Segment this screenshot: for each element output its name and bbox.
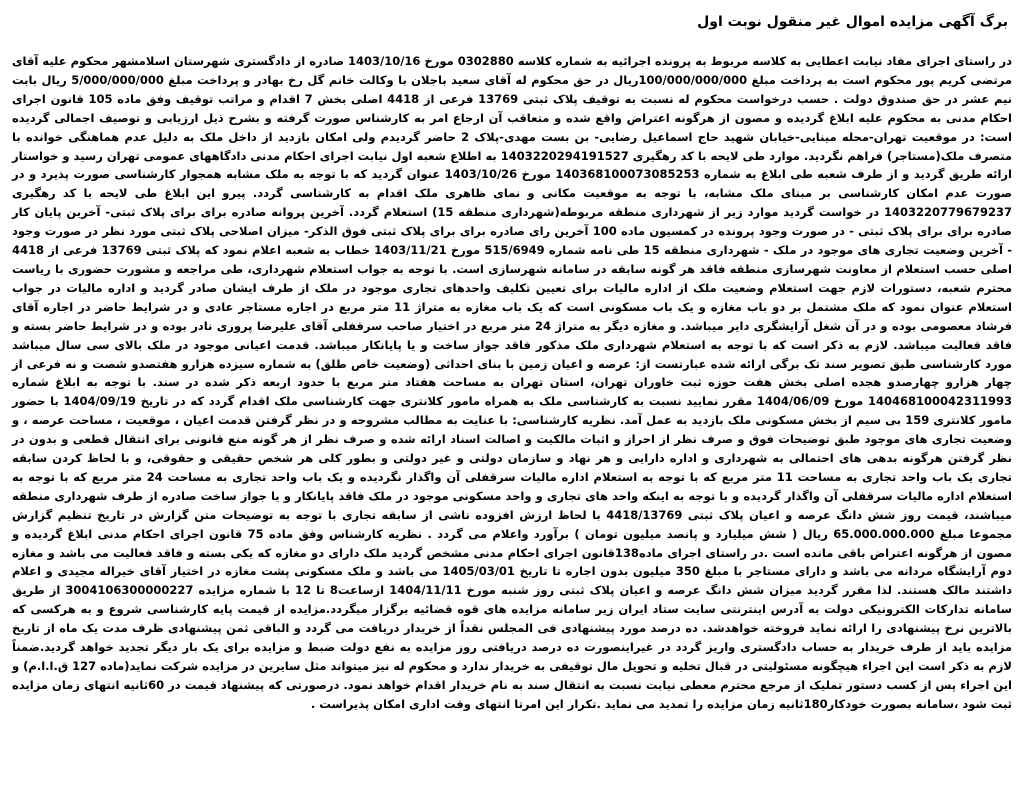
notice-title: برگ آگهی مزایده اموال غیر منقول نوبت اول [697, 14, 1008, 30]
notice-body: در راستای اجرای مفاد نیابت اعطایی به کلاسه مربوط به پرونده اجرائیه به شماره کلاسه 0302880 مورخ 1403/10/16 صادره از دادگستری شهرستان اسلامشهر محکوم علیه آقای مرتضی کریم پور محکوم است به پرداخت مبلغ 100/000/000/000ریال در حق محکوم له آقای سعید باجلان با وکالت خانم گل رخ بهادر و پرداخت مبلغ 5/000/000/000 ریال بابت نیم عشر در حق صندوق دولت . حسب درخواست محکوم له نسبت به توقیف پلاک ثبتی 13769 فرعی از 4418 اصلی بخش 7 اقدام و مراتب توقیف وفق ماده 105 قانون اجرای احکام مدنی به محکوم علیه ابلاغ گردیده و مصون از هرگونه اعتراض واقع شده و متعاقب آن ارجاع امر به کارشناس صورت گرفته و بشرح ذیل ارزیابی و توصیف اجمالی گردیده است: در موقعیت تهران-محله مینایی-خیابان شهید حاج اسماعیل رضایی- بن بست مهدی-پلاک 2 حاضر گردیدم ولی امکان بازدید از داخل ملک به دلیل عدم هماهنگی خوانده با متصرف ملک(مستاجر) فراهم نگردید. موارد طی لایحه با کد رهگیری 1403220294191527 به اطلاع شعبه اول نیابت اجرای احکام مدنی دادگاههای عمومی تهران رسید و خواستار ارائه طریق گردید و از طرف شعبه طی ابلاغ به شماره 140368100073085253 مورخ 1403/10/26 عنوان گردید که با توجه به ملک مشابه همجوار کارشناسی صورت پذیرد و در صورت عدم امکان کارشناسی بر مبنای ملک مشابه، با توجه به موقعیت مکانی و نمای ظاهری ملک اقدام به کارشناسی گردد. پیرو این ابلاغ طی لایحه با کد رهگیری 1403220779679237 در خواست گردید موارد زیر از شهرداری منطقه مربوطه(شهرداری منطقه 15) استعلام گردد. آخرین پروانه صادره برای برای پلاک ثبتی- آخرین پایان کار صادره برای برای پلاک ثبتی - در صورت وجود پرونده در کمسیون ماده 100 آخرین رای صادره برای برای پلاک ثبتی فوق الذکر- میزان اصلاحی پلاک ثبتی مورد نظر در صورت وجود - آخرین وضعیت تجاری های موجود در ملک - شهرداری منطقه 15 طی نامه شماره 515/6949 مورخ 1403/11/21 خطاب به شعبه اعلام نمود که پلاک ثبتی 13769 فرعی از 4418 اصلی حسب استعلام از معاونت شهرسازی منطقه فاقد هر گونه سابقه در سامانه شهرسازی است. با توجه به جواب استعلام شهرداری، طی مراجعه و مشورت حضوری با ریاست محترم شعبه، دستورات لازم جهت استعلام وضعیت ملک از اداره مالیات برای تعیین تکلیف واحدهای تجاری موجود در ملک از طرف ایشان صادر گردید و اداره مالیات در جواب استعلام عنوان نمود که ملک مشتمل بر دو باب مغازه و یک باب مسکونی است که یک باب مغازه به متراژ 11 متر مربع در اجاره مستاجر عادی و در شرایط حاضر در اجاره آقای فرشاد معصومی بوده و در آن شغل آرایشگری دایر میباشد. و مغازه دیگر به متراژ 24 متر مربع در اختیار صاحب سرقفلی آقای علیرضا پروری نادر بوده و در شرایط حاضر بسته و فاقد فعالیت میباشد. لازم به ذکر است که با توجه به استعلام شهرداری ملک مذکور فاقد جواز ساخت و یا پایانکار میباشد. قدمت اعیانی موجود در ملک بالای سی سال میباشد مورد کارشناسی طبق تصویر سند تک برگی ارائه شده عبارتست از: عرصه و اعیان زمین با بنای احداثی (وضعیت خاص طلق) به شماره سیزده هزارو هفتصدو شصت و نه فرعی از چهار هزارو چهارصدو هجده اصلی بخش هفت حوزه ثبت خاوران تهران، استان تهران به مساحت هفتاد متر مربع با حدود اربعه ذکر شده در سند. با توجه به ابلاغ شماره 140468100042311993 مورخ 1404/06/09 مقرر نمایید نسبت به کارشناسی ملک به همراه مامور کلانتری جهت کارشناسی ملک اقدام گردد که در تاریخ 1404/09/19 با حضور مامور کلانتری 159 بی سیم از بخش مسکونی ملک بازدید به عمل آمد. نظریه کارشناسی: با عنایت به مطالب مشروحه و در نظر گرفتن قدمت اعیان ، موقعیت ، مساحت عرصه ، و وضعیت تجاری های موجود طبق توضیحات فوق و صرف نظر از احراز و اثبات مالکیت و اصالت اسناد ارائه شده و صرف نظر از هر گونه منع قانونی برای انتقال قطعی و بدون در نظر گرفتن هرگونه بدهی های احتمالی به شهرداری و اداره دارایی و هر نهاد و سازمان دولتی و غیر دولتی و بطور کلی هر شخص حقیقی و حقوقی، و با لحاظ کردن سابقه تجاری یک باب واحد تجاری به مساحت 11 متر مربع که با توجه به استعلام اداره مالیات سرقفلی آن واگذار نگردیده و یک باب واحد تجاری به مساحت 24 متر مربع که با توجه به استعلام اداره مالیات سرقفلی آن واگذار گردیده و با توجه به اینکه واحد های تجاری و واحد مسکونی موجود در ملک فاقد پایانکار و یا جواز ساخت صادره از طرف شهرداری منطقه میباشند، قیمت روز شش دانگ عرصه و اعیان پلاک ثبتی 4418/13769 با لحاظ ارزش افزوده ناشی از سابقه تجاری با توجه به توضیحات متن گزارش در تاریخ تنظیم گزارش مجموعا مبلغ 65.000.000.000 ریال ( شش میلیارد و پانصد میلیون تومان ) برآورد واعلام می گردد . نظریه کارشناس وفق ماده 75 قانون اجرای احکام مدنی ابلاغ گردیده و مصون از هرگونه اعتراض باقی مانده است .در راستای اجرای ماده138قانون اجرای احکام مدنی مشخص گردید ملک دارای دو مغازه که یکی بسته و فاقد فعالیت می باشد و مغازه دوم آرایشگاه مردانه می باشد و دارای مستاجر با مبلغ 350 میلیون بدون اجاره تا تاریخ 1405/03/01 می باشد و ملک مسکونی پشت مغازه در اختیار آقای خیراله مجیدی و اعلام داشتند مالک هستند. لذا مقرر گردید میزان شش دانگ عرصه و اعیان پلاک ثبتی روز شنبه مورخ 1404/11/11 ازساعت8 تا 12 با شماره مزایده 3004106300000227 از طریق سامانه تدارکات الکترونیکی دولت به آدرس اینترنتی سایت ستاد ایران زیر سامانه مزایده های قوه قضائیه برگزار میگردد.مزایده از قیمت پایه کارشناسی شروع و به هرکسی که بالاترین نرخ پیشنهادی را ارائه نماید فروخته خواهدشد. ده درصد مورد پیشنهادی فی المجلس نقداً از خریدار دریافت می گردد و الباقی ثمن پیشنهادی ظرف مدت یک ماه از تاریخ مزایده باید از طرف خریدار به حساب دادگستری واریز گردد در غیراینصورت ده درصد دریافتی روز مزایده به نفع دولت ضبط و مزایده برای یک بار دیگر تجدید خواهد گردید.ضمناً لازم به ذکر است این اجراء هیچگونه مسئولیتی در قبال تخلیه و تحویل مال توقیفی به خریدار ندارد و محکوم له نیز میتواند مثل سایرین در مزایده شرکت نماید(ماده 127 ق.ا.ا.م) و این اجراء پس از کسب دستور تملیک از مرجع محترم معطی نیابت نسبت به انتقال سند به نام خریدار اقدام خواهد نمود. درصورتی که پیشنهاد قیمت در 60ثانیه انتهای زمان مزایده ثبت شود ،سامانه بصورت خودکار180ثانیه زمان مزایده را تمدید می نماید .تکرار این امرتا انتهای وقت اداری امکان پذیراست . [12, 54, 1013, 711]
